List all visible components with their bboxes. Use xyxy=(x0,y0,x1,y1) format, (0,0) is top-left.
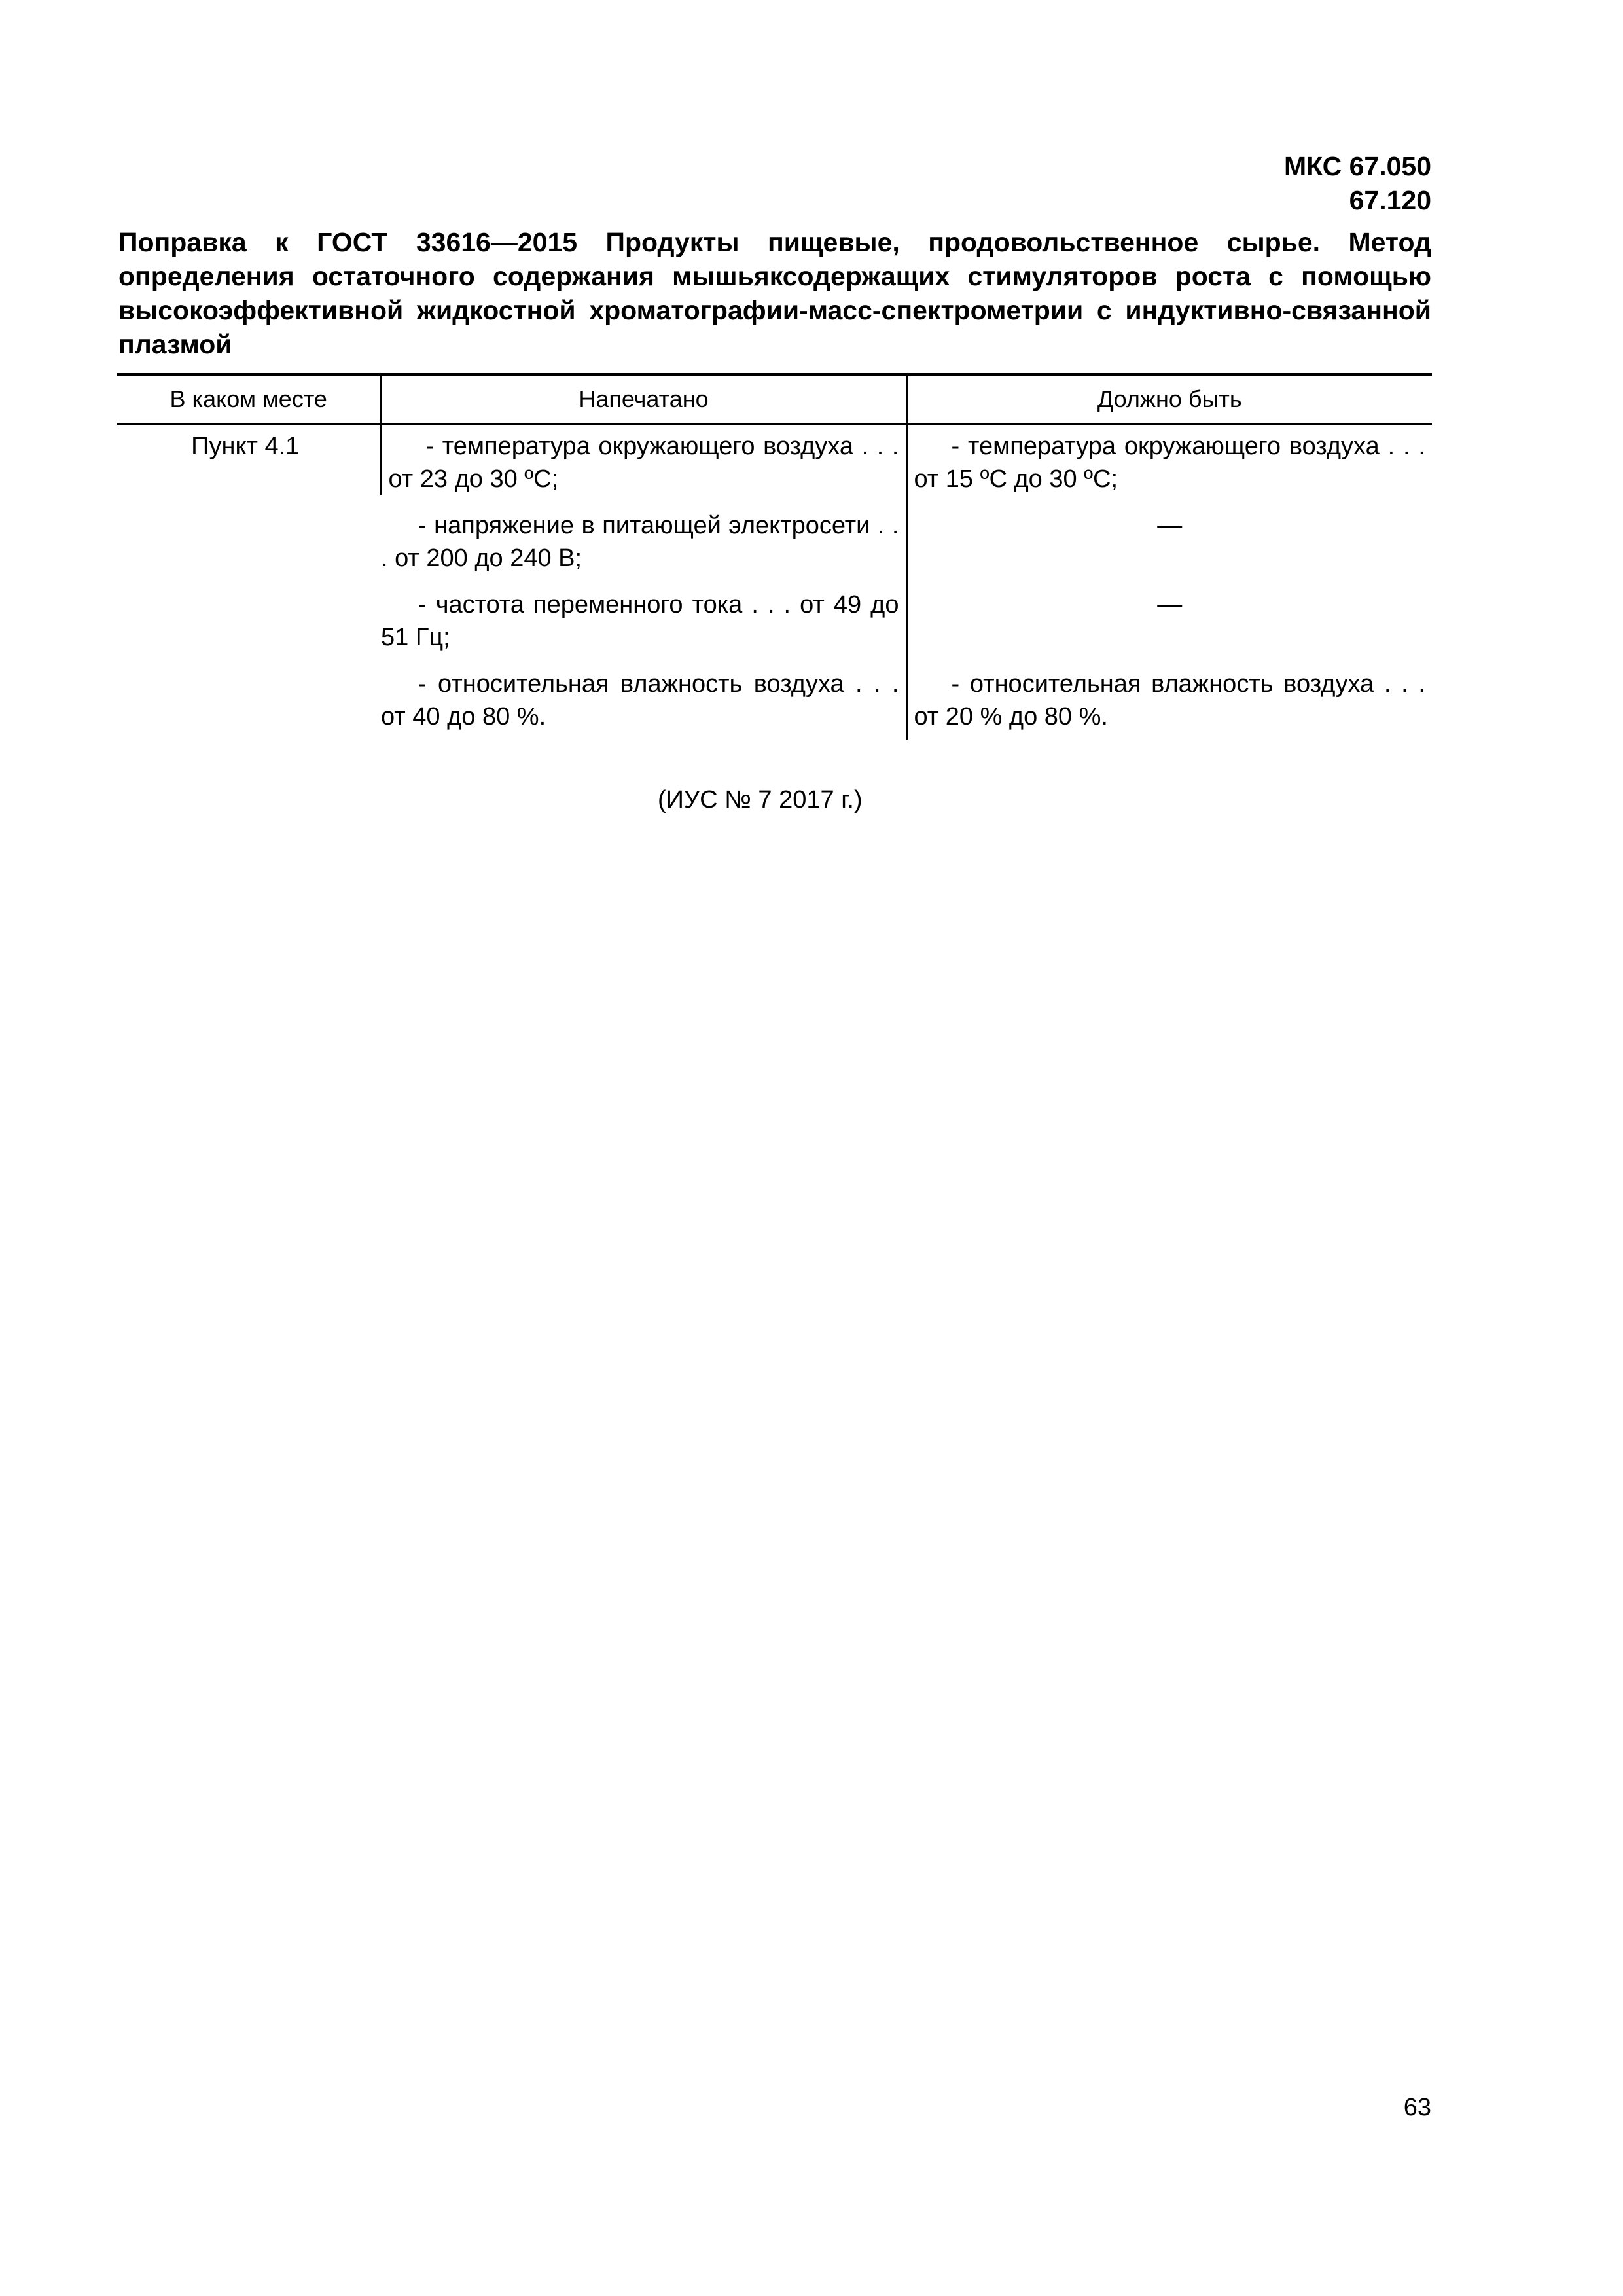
printed-cell xyxy=(381,654,906,740)
printed-text: - относительная влажность воздуха . . . от 40 до 80 %. xyxy=(381,670,899,730)
should-be-dash: — xyxy=(1157,591,1183,619)
mks-code xyxy=(1284,149,1431,217)
should-be-cell xyxy=(906,654,1432,740)
should-be-text: - относительная влажность воздуха . . . от 20 % до 80 %. xyxy=(914,670,1425,730)
column-header-place: В каком месте xyxy=(117,374,381,424)
should-be-cell xyxy=(906,575,1432,654)
printed-cell xyxy=(381,575,906,654)
table-row xyxy=(117,424,1432,496)
should-be-cell xyxy=(906,495,1432,575)
amendment-table xyxy=(117,373,1432,740)
should-be-cell xyxy=(906,424,1432,496)
should-be-text: - температура окружающего воздуха . . . от 15 ºС до 30 ºС; xyxy=(914,433,1425,493)
printed-cell xyxy=(381,424,906,496)
column-header-should-be: Должно быть xyxy=(906,374,1432,424)
mks-code-line-1: МКС 67.050 xyxy=(1283,151,1431,181)
should-be-dash: — xyxy=(1157,512,1183,539)
page-number: 63 xyxy=(1403,2094,1431,2121)
source-reference: (ИУС № 7 2017 г.) xyxy=(658,786,863,814)
table-header-row xyxy=(117,374,1432,424)
mks-code-line-2: 67.120 xyxy=(1349,185,1431,215)
printed-cell xyxy=(381,495,906,575)
printed-text: - частота переменного тока . . . от 49 до 51 Гц; xyxy=(381,591,899,651)
column-header-printed: Напечатано xyxy=(381,374,906,424)
amendment-title: Поправка к ГОСТ 33616—2015 Продукты пищевые, продовольственное сырье. Метод определения остаточного содержания мышьяксодержащих стимуляторов роста с помощью высокоэффективной жидкостной хроматографии-масс-спектрометрии с индуктивно-связанной плазмой xyxy=(118,227,1431,359)
place-cell: Пункт 4.1 xyxy=(191,433,300,460)
printed-text: - температура окружающего воздуха . . . от 23 до 30 ºС; xyxy=(388,433,899,493)
printed-text: - напряжение в питающей электросети . . . от 200 до 240 В; xyxy=(381,512,899,572)
